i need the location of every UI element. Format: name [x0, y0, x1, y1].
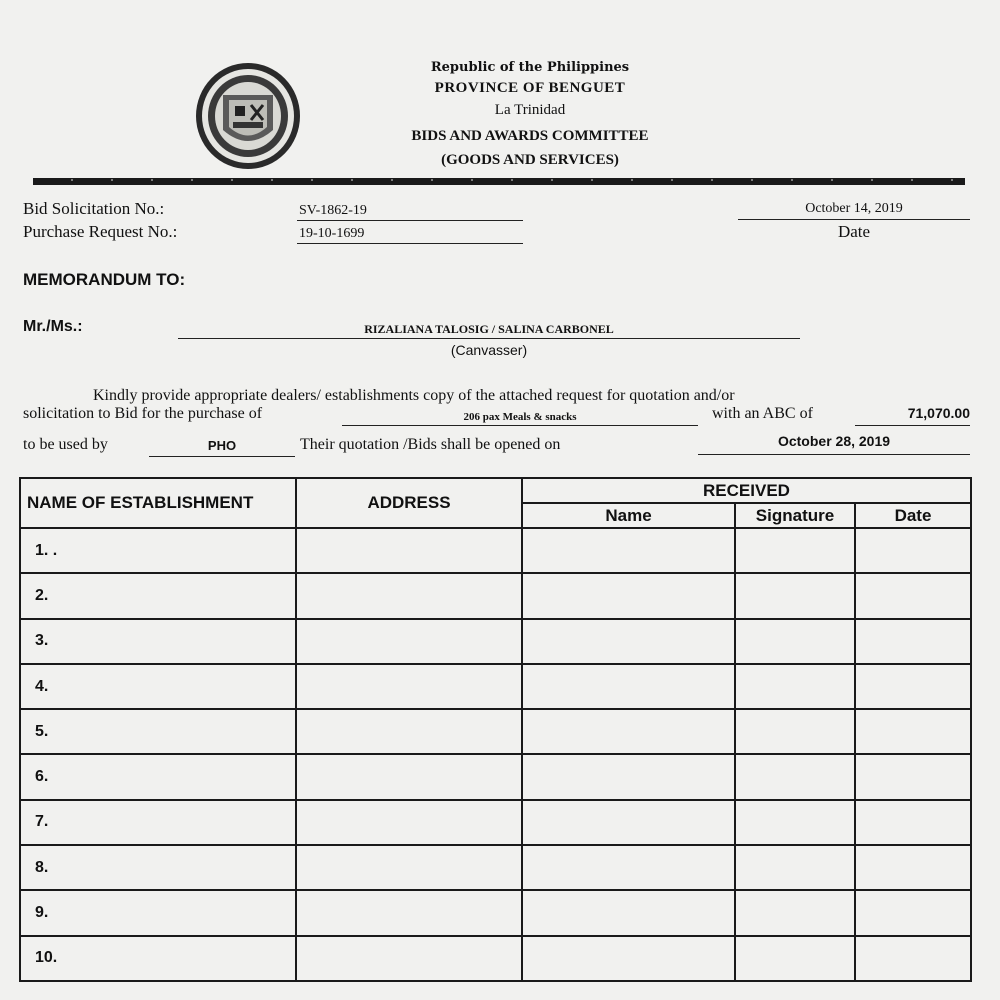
canvasser-field: [178, 320, 800, 339]
used-by-label: to be used by: [23, 436, 108, 453]
date-cell: [855, 664, 971, 709]
opened-label: Their quotation /Bids shall be opened on: [300, 436, 561, 453]
memorandum-label: MEMORANDUM TO:: [23, 270, 186, 289]
address-cell: [296, 528, 522, 573]
name-cell: [522, 709, 735, 754]
mr-ms-label: Mr./Ms.:: [23, 318, 83, 335]
table-row: [20, 890, 971, 935]
row-number: 8.: [20, 845, 296, 890]
address-cell: [296, 800, 522, 845]
category-heading: (GOODS AND SERVICES): [441, 152, 619, 168]
row-number: 5.: [20, 709, 296, 754]
date-cell: [855, 936, 971, 981]
header-divider: [33, 178, 965, 185]
col-date: Date: [855, 503, 971, 528]
date-cell: [855, 619, 971, 664]
date-cell: [855, 709, 971, 754]
signature-cell: [735, 619, 855, 664]
bid-solicitation-value: SV-1862-19: [299, 203, 367, 218]
abc-field: [855, 405, 970, 426]
signature-cell: [735, 845, 855, 890]
signature-cell: [735, 754, 855, 799]
name-cell: [522, 890, 735, 935]
province-heading: PROVINCE OF BENGUET: [434, 80, 626, 96]
used-by-value: PHO: [207, 438, 237, 453]
used-by-field: [149, 437, 295, 457]
address-cell: [296, 754, 522, 799]
address-cell: [296, 890, 522, 935]
date-field: [738, 199, 970, 220]
purchase-item-value: 206 pax Meals & snacks: [463, 411, 577, 423]
row-number: 2.: [20, 573, 296, 618]
row-number: 1. .: [20, 528, 296, 573]
col-signature: Signature: [735, 503, 855, 528]
name-cell: [522, 619, 735, 664]
purchase-item-field: [342, 407, 698, 426]
signature-cell: [735, 528, 855, 573]
purchase-request-label: Purchase Request No.:: [23, 222, 178, 241]
committee-heading: BIDS AND AWARDS COMMITTEE: [411, 128, 649, 144]
canvasser-label: (Canvasser): [450, 342, 528, 358]
table-row: [20, 619, 971, 664]
address-cell: [296, 664, 522, 709]
name-cell: [522, 754, 735, 799]
bid-solicitation-label: Bid Solicitation No.:: [23, 199, 165, 218]
date-cell: [855, 845, 971, 890]
address-cell: [296, 845, 522, 890]
row-number: 4.: [20, 664, 296, 709]
name-cell: [522, 573, 735, 618]
paragraph-line2: solicitation to Bid for the purchase of: [23, 405, 263, 422]
address-cell: [296, 709, 522, 754]
address-cell: [296, 619, 522, 664]
table-row: [20, 800, 971, 845]
province-seal: [193, 60, 303, 172]
signature-cell: [735, 936, 855, 981]
name-cell: [522, 800, 735, 845]
canvasser-names: RIZALIANA TALOSIG / SALINA CARBONEL: [364, 322, 614, 336]
date-cell: [855, 528, 971, 573]
table-row: [20, 528, 971, 573]
bid-solicitation-field: [297, 201, 523, 221]
establishment-table: [19, 477, 972, 982]
table-row: [20, 845, 971, 890]
table-row: [20, 709, 971, 754]
signature-cell: [735, 664, 855, 709]
signature-cell: [735, 800, 855, 845]
name-cell: [522, 936, 735, 981]
date-value: October 14, 2019: [805, 201, 903, 216]
address-cell: [296, 573, 522, 618]
town-heading: La Trinidad: [494, 102, 566, 118]
row-number: 10.: [20, 936, 296, 981]
republic-heading: Republic of the Philippines: [430, 60, 630, 75]
signature-cell: [735, 890, 855, 935]
name-cell: [522, 664, 735, 709]
table-row: [20, 754, 971, 799]
abc-value: 71,070.00: [907, 405, 970, 421]
signature-cell: [735, 709, 855, 754]
opened-field: [698, 433, 970, 455]
date-cell: [855, 573, 971, 618]
opened-value: October 28, 2019: [777, 433, 891, 449]
table-row: [20, 664, 971, 709]
row-number: 3.: [20, 619, 296, 664]
date-label: Date: [837, 222, 871, 241]
purchase-request-field: [297, 224, 523, 244]
table-row: [20, 936, 971, 981]
paragraph-line1: Kindly provide appropriate dealers/ establishments copy of the attached request for quotation and/or: [93, 387, 735, 404]
date-cell: [855, 754, 971, 799]
signature-cell: [735, 573, 855, 618]
date-cell: [855, 800, 971, 845]
name-cell: [522, 528, 735, 573]
row-number: 7.: [20, 800, 296, 845]
address-cell: [296, 936, 522, 981]
name-cell: [522, 845, 735, 890]
date-cell: [855, 890, 971, 935]
col-name: Name: [522, 503, 735, 528]
row-number: 6.: [20, 754, 296, 799]
purchase-request-value: 19-10-1699: [299, 226, 365, 241]
table-row: [20, 573, 971, 618]
col-establishment: NAME OF ESTABLISHMENT: [20, 478, 296, 528]
abc-label: with an ABC of: [712, 405, 813, 422]
row-number: 9.: [20, 890, 296, 935]
col-address: ADDRESS: [296, 478, 522, 528]
col-received: RECEIVED: [522, 478, 971, 503]
